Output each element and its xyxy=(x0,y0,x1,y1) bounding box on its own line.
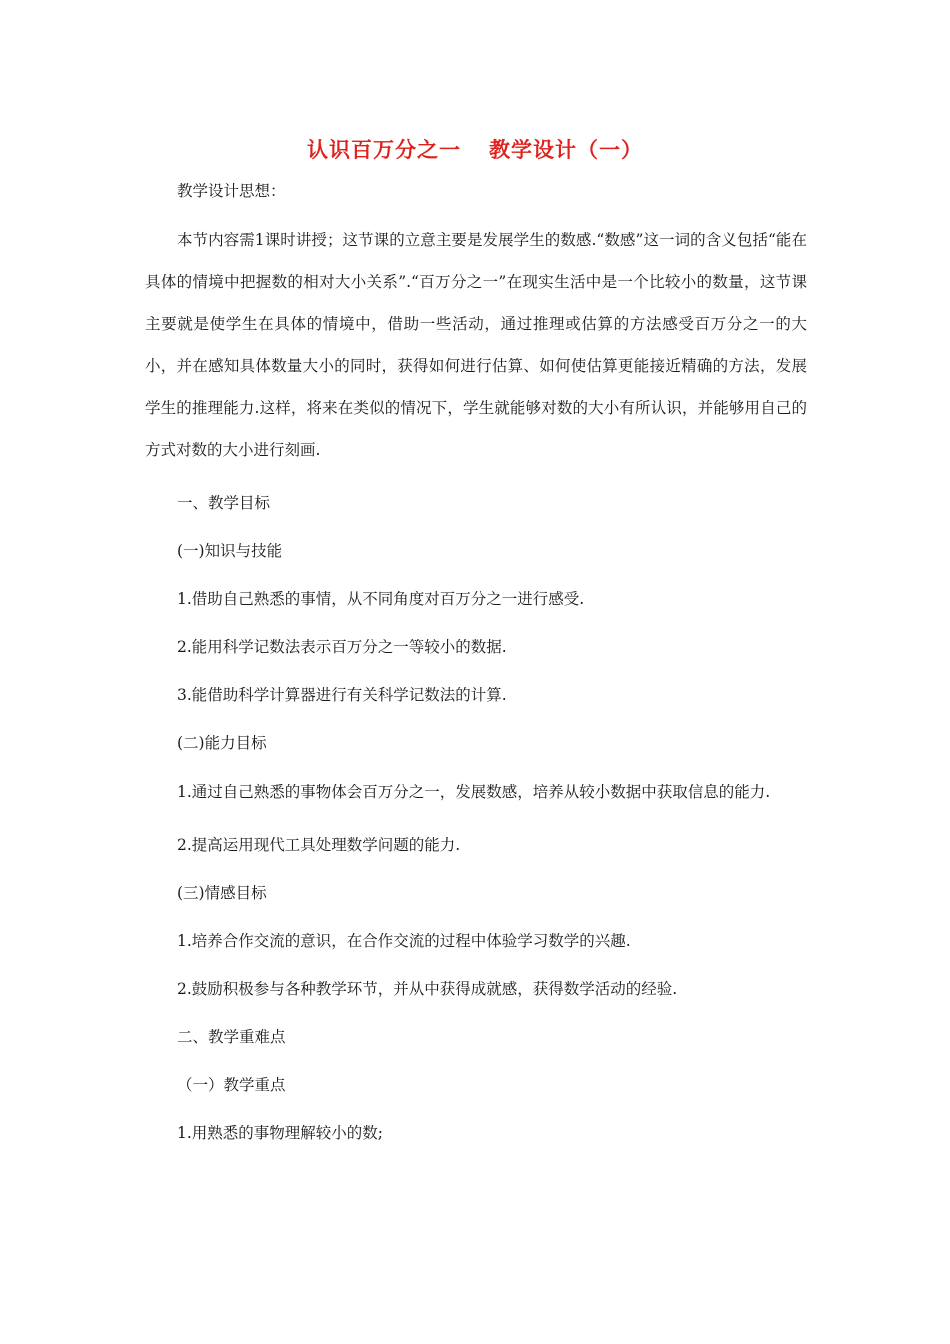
subheading-ability-goals: (二)能力目标 xyxy=(177,734,267,752)
list-item-emotion-2: 2.鼓励积极参与各种教学环节，并从中获得成就感，获得数学活动的经验. xyxy=(177,980,678,998)
paragraph-design-idea: 本节内容需1课时讲授；这节课的立意主要是发展学生的数感.“数感”这一词的含义包括“能在具体的情境中把握数的相对大小关系”.“百万分之一”在现实生活中是一个比较小的数量，这节课主要就是使学生在具体的情境中，借助一些活动，通过推理或估算的方法感受百万分之一的大小，并在感知具体数量大小的同时，获得如何进行估算、如何使估算更能接近精确的方法，发展学生的推理能力.这样，将来在类似的情况下，学生就能够对数的大小有所认识，并能够用自己的方式对数的大小进行刻画. xyxy=(145,231,807,459)
title-part-1: 认识百万分之一 xyxy=(307,138,461,162)
list-item-ability-1: 1.通过自己熟悉的事物体会百万分之一，发展数感，培养从较小数据中获取信息的能力. xyxy=(177,783,771,801)
title-part-2: 教学设计（一） xyxy=(489,138,643,162)
list-item-emotion-1: 1.培养合作交流的意识，在合作交流的过程中体验学习数学的兴趣. xyxy=(177,932,631,950)
document-title xyxy=(0,136,950,164)
list-item-knowledge-1: 1.借助自己熟悉的事情，从不同角度对百万分之一进行感受. xyxy=(177,590,585,608)
document-body xyxy=(145,176,807,1166)
section-heading-goals: 一、教学目标 xyxy=(177,494,271,512)
list-item-ability-2: 2.提高运用现代工具处理数学问题的能力. xyxy=(177,836,461,854)
list-item-focus-1: 1.用熟悉的事物理解较小的数; xyxy=(177,1124,384,1142)
list-item-knowledge-2: 2.能用科学记数法表示百万分之一等较小的数据. xyxy=(177,638,507,656)
list-item-knowledge-3: 3.能借助科学计算器进行有关科学记数法的计算. xyxy=(177,686,507,704)
subheading-knowledge-skills: (一)知识与技能 xyxy=(177,542,283,560)
subheading-teaching-focus: （一）教学重点 xyxy=(177,1076,286,1094)
section-heading-key-points: 二、教学重难点 xyxy=(177,1028,286,1046)
subheading-emotion-goals: (三)情感目标 xyxy=(177,884,267,902)
section-heading-design-idea: 教学设计思想： xyxy=(177,182,286,200)
